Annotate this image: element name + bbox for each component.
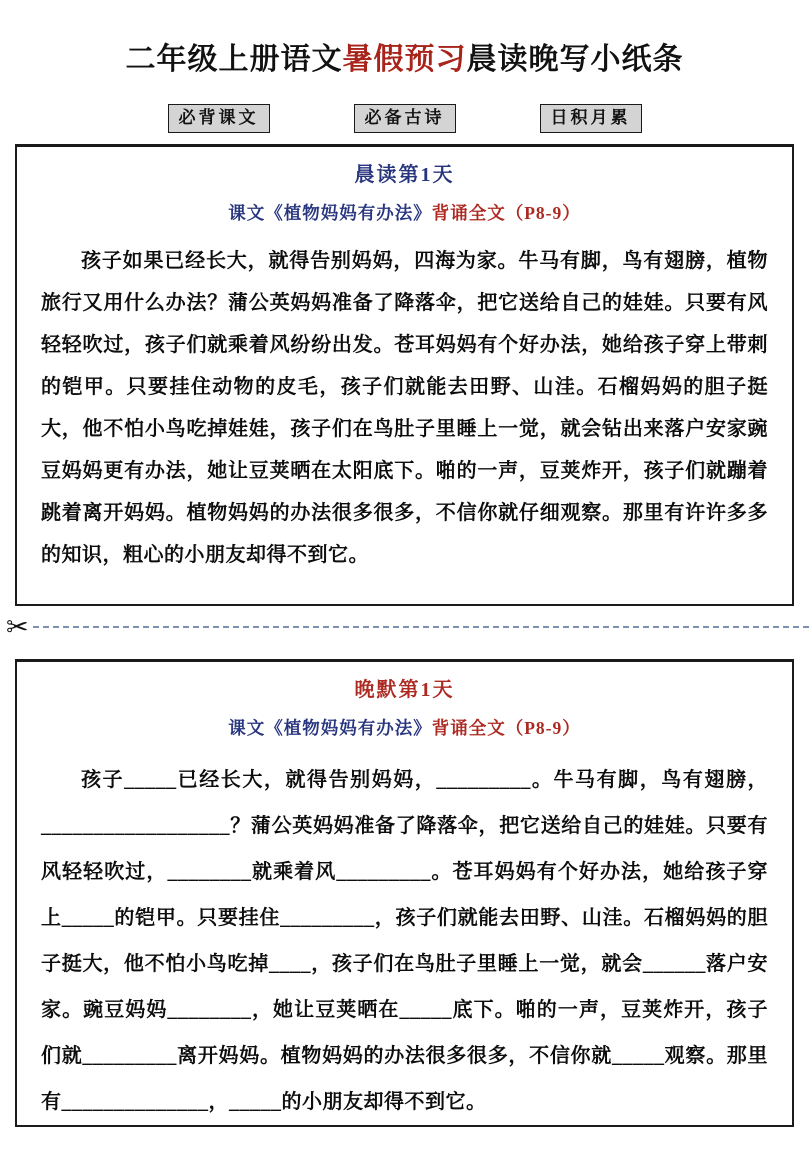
tab-bar [0,104,809,133]
evening-cloze-text: 孩子_____已经长大，就得告别妈妈，_________。牛马有脚，鸟有翅膀，__________________？蒲公英妈妈准备了降落伞，把它送给自己的娃娃。只要有风轻轻吹过，________就乘着风_________。苍耳妈妈有个好办法，她给孩子穿上_____的铠甲。只要挂住_________，孩子们就能去田野、山洼。石榴妈妈的胆子挺大，他不怕小鸟吃掉____，孩子们在鸟肚子里睡上一觉，就会______落户安家。豌豆妈妈________，她让豆荚晒在_____底下。啪的一声，豆荚炸开，孩子们就_________离开妈妈。植物妈妈的办法很多很多，不信你就_____观察。那里有______________，_____的小朋友却得不到它。 [41,769,768,1113]
page-title-part1: 二年级上册语文 [125,43,343,76]
morning-card-subtitle [41,200,768,225]
page-title-part3: 晨读晚写小纸条 [466,43,684,76]
tab-required-texts[interactable]: 必背课文 [168,104,270,133]
evening-subtitle-lesson: 课文《植物妈妈有办法》 [228,718,432,738]
evening-subtitle-task: 背诵全文（P8-9） [431,718,581,738]
evening-card-header: 晚默第1天 [354,679,455,701]
page-title-highlight: 暑假预习 [342,43,467,76]
dashed-cut-line [33,626,809,628]
page-title [0,42,809,78]
morning-card-header: 晨读第1天 [354,164,455,186]
morning-subtitle-task: 背诵全文（P8-9） [431,203,581,223]
tab-daily-accumulation[interactable]: 日积月累 [540,104,642,133]
morning-subtitle-lesson: 课文《植物妈妈有办法》 [228,203,432,223]
evening-card-subtitle [41,715,768,740]
cut-here-divider [0,606,809,648]
morning-passage-text: 孩子如果已经长大，就得告别妈妈，四海为家。牛马有脚，鸟有翅膀，植物旅行又用什么办法？蒲公英妈妈准备了降落伞，把它送给自己的娃娃。只要有风轻轻吹过，孩子们就乘着风纷纷出发。苍耳妈妈有个好办法，她给孩子穿上带刺的铠甲。只要挂住动物的皮毛，孩子们就能去田野、山洼。石榴妈妈的胆子挺大，他不怕小鸟吃掉娃娃，孩子们在鸟肚子里睡上一觉，就会钻出来落户安家豌豆妈妈更有办法，她让豆荚晒在太阳底下。啪的一声，豆荚炸开，孩子们就蹦着跳着离开妈妈。植物妈妈的办法很多很多，不信你就仔细观察。那里有许许多多的知识，粗心的小朋友却得不到它。 [41,250,768,566]
evening-dictation-card [15,659,794,1127]
tab-required-poems[interactable]: 必备古诗 [354,104,456,133]
morning-reading-card [15,144,794,606]
scissors-icon: ✂ [6,611,29,642]
